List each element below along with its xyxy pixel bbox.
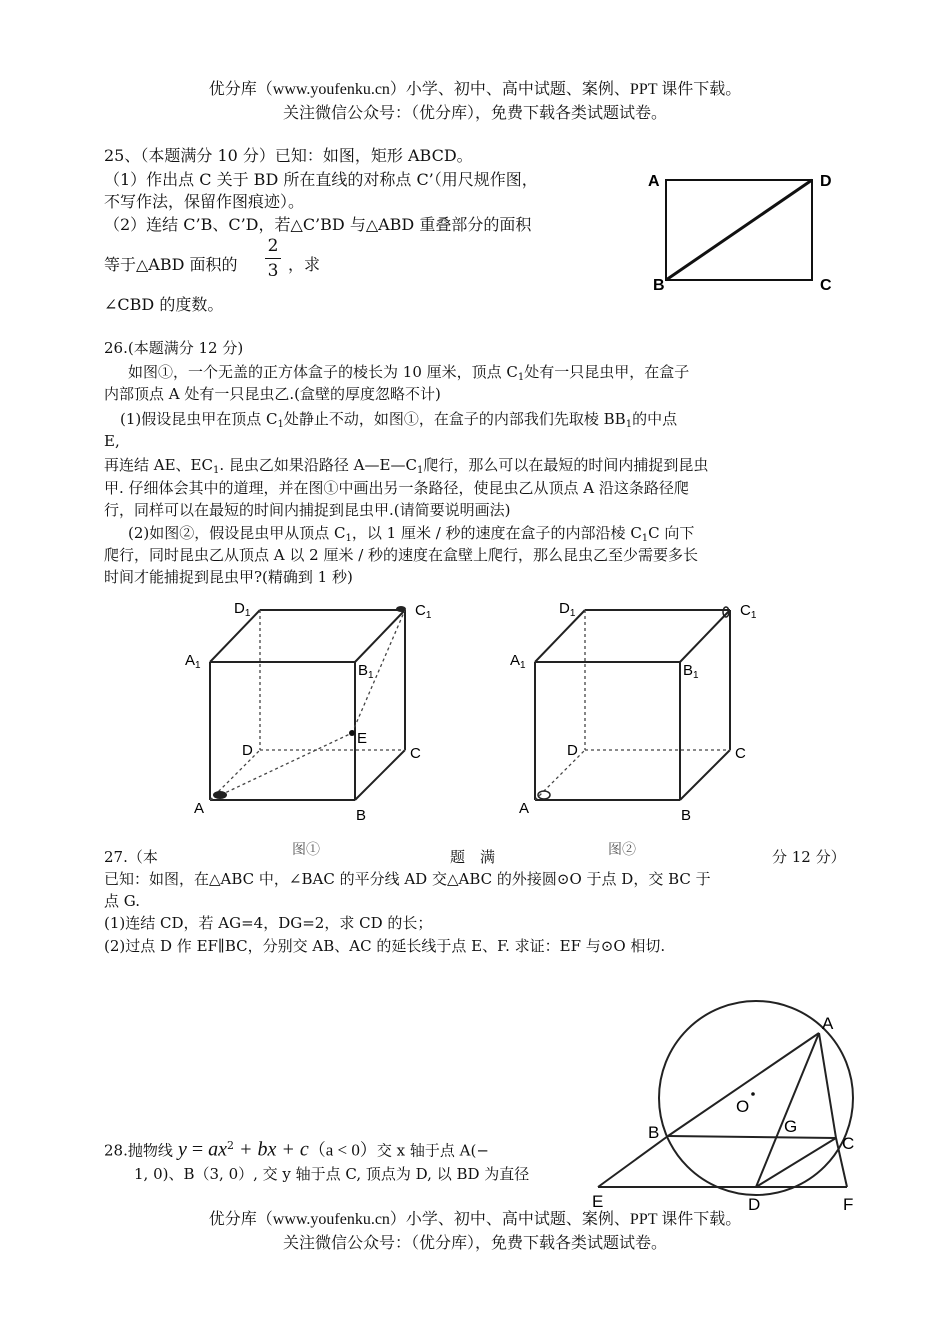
label-C: C — [820, 277, 832, 294]
label-A: A — [194, 800, 205, 817]
label-D: D — [820, 173, 832, 190]
label-B: B — [653, 277, 665, 294]
label-B1: $B_1$ — [683, 662, 699, 681]
label-C1: $C_1$ — [415, 602, 432, 621]
q25-fraction — [265, 236, 281, 281]
q25-part2c: ∠CBD 的度数。 — [104, 295, 224, 314]
q27-line4: (2)过点 D 作 EF∥BC，分别交 AB、AC 的延长线于点 E、F. 求证：EF 与⊙O 相切. — [104, 937, 666, 955]
q27-line3: (1)连结 CD，若 AG=4，DG=2，求 CD 的长； — [104, 914, 433, 932]
label-D: D — [567, 742, 578, 759]
fraction-numerator: 2 — [267, 236, 279, 256]
q27-title-c: 分 12 分） — [772, 848, 846, 866]
label-C1: $C_1$ — [740, 602, 757, 621]
insect-jia-icon — [396, 606, 406, 612]
label-B: B — [681, 807, 692, 824]
insect-yi-icon — [213, 791, 227, 799]
q26-intro-line2: 内部顶点 A 处有一只昆虫乙.(盒壁的厚度忽略不计) — [104, 385, 441, 403]
label-E: E — [592, 1192, 604, 1211]
q25-part2b-pre: 等于△ABD 面积的 — [104, 255, 238, 274]
footer-line-1: 优分库（www.youfenku.cn）小学、初中、高中试题、案例、PPT 课件下载。 — [208, 1211, 742, 1228]
fig2-caption: 图② — [608, 842, 636, 858]
q25-part1a: （1）作出点 C 关于 BD 所在直线的对称点 C’（用尺规作图， — [104, 170, 538, 189]
label-A: A — [822, 1014, 834, 1033]
label-E: E — [357, 730, 368, 747]
label-F: F — [843, 1195, 854, 1214]
q26-part1-line1: (1)假设昆虫甲在顶点 $C_1$处静止不动，如图①，在盒子的内部我们先取棱 $BB_1$的中点 — [120, 410, 678, 430]
label-D: D — [242, 742, 253, 759]
cube-figure-2 — [505, 595, 765, 835]
label-G: G — [784, 1117, 798, 1136]
q26-part1-line2: E, — [104, 432, 120, 450]
fraction-denominator: 3 — [267, 261, 279, 281]
label-D1: $D_1$ — [234, 600, 251, 619]
q26-part1-line4: 甲. 仔细体会其中的道理，并在图①中画出另一条路径，使昆虫乙从顶点 A 沿这条路径爬 — [104, 479, 689, 497]
label-B: B — [648, 1123, 660, 1142]
label-C: C — [410, 745, 421, 762]
q27-line2: 点 G. — [104, 892, 140, 910]
q25-part1b: 不写作法，保留作图痕迹）。 — [104, 192, 305, 211]
label-C: C — [735, 745, 746, 762]
q26-intro-line1: 如图①，一个无盖的正方体盒子的棱长为 10 厘米，顶点 $C_1$处有一只昆虫甲，在盒子 — [128, 363, 690, 383]
label-D1: $D_1$ — [559, 600, 576, 619]
q26-part2-line1: (2)如图②，假设昆虫甲从顶点 $C_1$，以 1 厘米 / 秒的速度在盒子的内部沿棱 $C_1C$ 向下 — [128, 524, 695, 544]
cube-figure-1 — [180, 595, 440, 835]
label-A1: $A_1$ — [510, 652, 526, 671]
label-O: O — [736, 1097, 750, 1116]
q25-part2a: （2）连结 C’B、C’D，若△C’BD 与△ABD 重叠部分的面积 — [104, 215, 532, 234]
q28-line1: 28.抛物线 $y = ax^2$ + bx + c（a < 0）交 x 轴于点 A(− — [104, 1138, 489, 1161]
q27-title-b: 题 满 — [450, 848, 496, 866]
q28-line2: 1, 0)、B（3, 0）, 交 y 轴于点 C, 顶点为 D, 以 BD 为直径 — [134, 1165, 530, 1183]
q26-part2-line3: 时间才能捕捉到昆虫甲?(精确到 1 秒) — [104, 568, 353, 586]
q25-part2b-post: ，求 — [288, 255, 321, 274]
point-E — [349, 730, 355, 736]
label-C: C — [842, 1134, 855, 1153]
label-A1: $A_1$ — [185, 652, 201, 671]
q27-title-a: 27.（本 — [104, 848, 158, 866]
q26-part1-line5: 行，同样可以在最短的时间内捕捉到昆虫甲.(请简要说明画法) — [104, 501, 511, 519]
label-B1: $B_1$ — [358, 662, 374, 681]
label-D: D — [748, 1195, 761, 1214]
header-line-2: 关注微信公众号：（优分库），免费下载各类试题试卷。 — [282, 105, 667, 122]
label-A: A — [648, 173, 660, 190]
q26-part1-line3: 再连结 AE、$EC_1$. 昆虫乙如果沿路径 $A—E—C_1$爬行，那么可以在最短的时间内捕捉到昆虫 — [104, 456, 709, 476]
q26-part2-line2: 爬行，同时昆虫乙从顶点 A 以 2 厘米 / 秒的速度在盒壁上爬行，那么昆虫乙至少需要多长 — [104, 546, 699, 564]
header-line-1: 优分库（www.youfenku.cn）小学、初中、高中试题、案例、PPT 课件下载。 — [208, 81, 742, 98]
q27-line1: 已知：如图，在△ABC 中，∠BAC 的平分线 AD 交△ABC 的外接圆⊙O 于点 D，交 BC 于 — [104, 870, 711, 888]
label-B: B — [356, 807, 367, 824]
footer-line-2: 关注微信公众号：（优分库），免费下载各类试题试卷。 — [282, 1235, 667, 1252]
q25-title: 25、（本题满分 10 分）已知：如图，矩形 ABCD。 — [104, 146, 473, 165]
fig1-caption: 图① — [292, 842, 320, 858]
label-A: A — [519, 800, 530, 817]
q25-rectangle-figure — [640, 165, 840, 300]
q27-circle-figure — [590, 1005, 870, 1215]
center-dot — [751, 1092, 755, 1096]
q26-title: 26.(本题满分 12 分) — [104, 339, 244, 357]
